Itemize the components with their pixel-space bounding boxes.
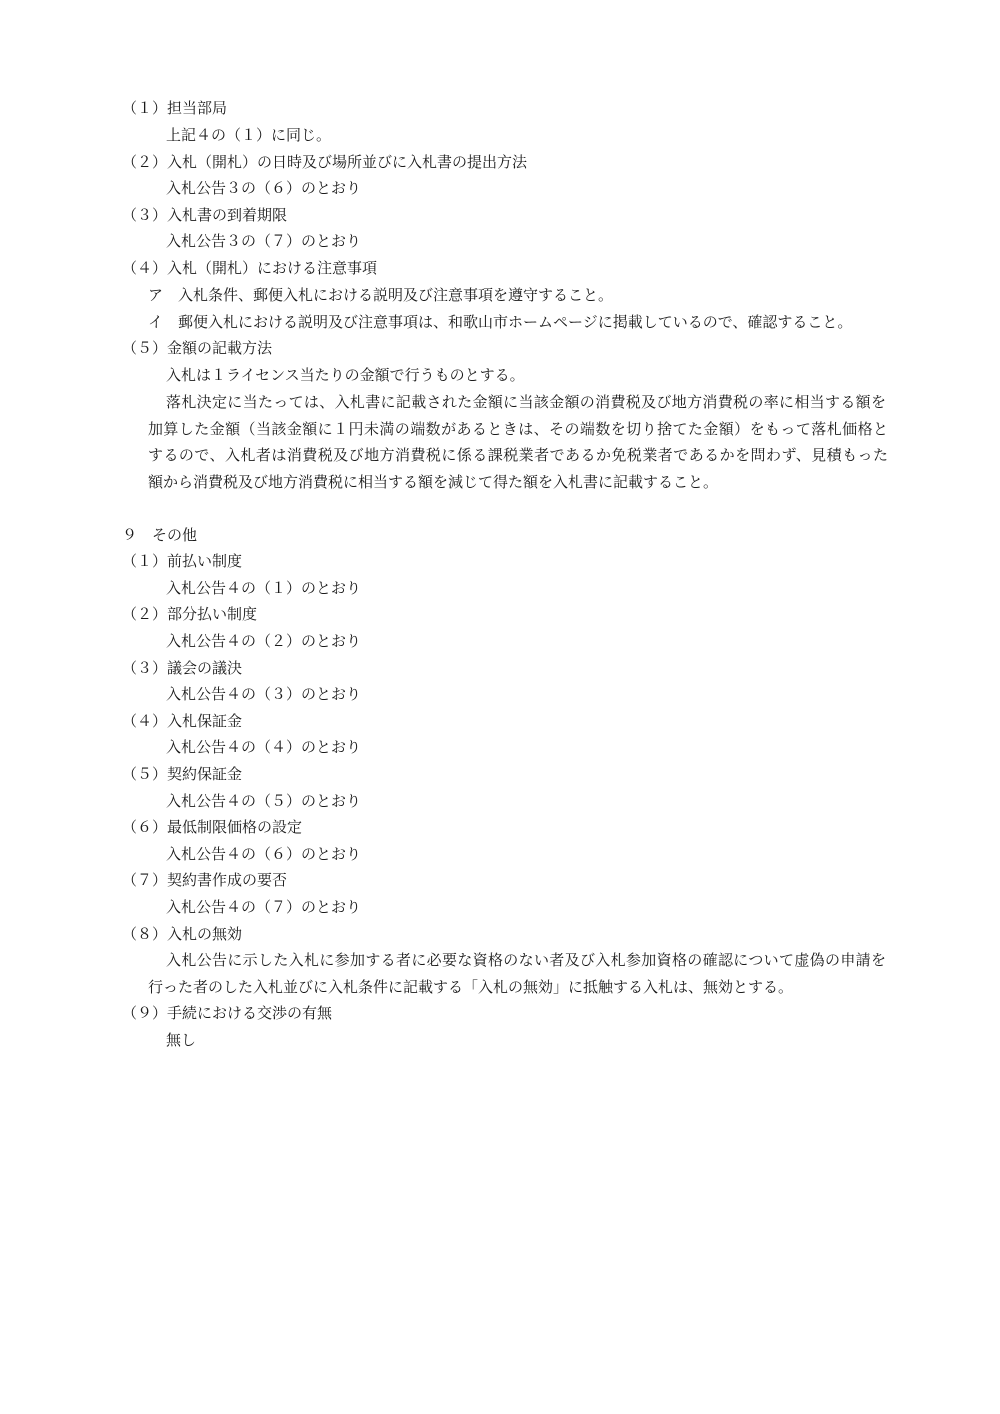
item-heading: （７）契約書作成の要否 [122,871,288,889]
item-body: 上記４の（１）に同じ。 [166,126,332,144]
item-body: 入札公告３の（７）のとおり [166,232,362,250]
paragraph-line: 加算した金額（当該金額に１円未満の端数があるときは、その端数を切り捨てた金額）をもって落札価格と [148,420,888,438]
item-heading: （９）手続における交渉の有無 [122,1004,333,1022]
item-body: 入札公告４の（５）のとおり [166,792,362,810]
item-heading: （４）入札（開札）における注意事項 [122,259,378,277]
item-body: 入札公告４の（７）のとおり [166,898,362,916]
sub-item: ア 入札条件、郵便入札における説明及び注意事項を遵守すること。 [148,286,614,304]
section-heading: ９ その他 [122,526,198,544]
item-heading: （２）部分払い制度 [122,605,258,623]
sub-item: イ 郵便入札における説明及び注意事項は、和歌山市ホームページに掲載しているので、確認すること。 [148,313,853,331]
paragraph-line: 行った者のした入札並びに入札条件に記載する「入札の無効」に抵触する入札は、無効とする。 [148,978,794,996]
item-heading: （２）入札（開札）の日時及び場所並びに入札書の提出方法 [122,153,528,171]
item-heading: （５）金額の記載方法 [122,339,273,357]
item-body: 入札は１ライセンス当たりの金額で行うものとする。 [166,366,525,384]
paragraph-line: 落札決定に当たっては、入札書に記載された金額に当該金額の消費税及び地方消費税の率に相当する額を [166,393,886,411]
paragraph-line: 額から消費税及び地方消費税に相当する額を減じて得た額を入札書に記載すること。 [148,473,719,491]
paragraph-line: するので、入札者は消費税及び地方消費税に係る課税業者であるか免税業者であるかを問わず、見積もった [148,446,888,464]
item-body: 入札公告４の（４）のとおり [166,738,362,756]
item-body: 入札公告４の（２）のとおり [166,632,362,650]
item-heading: （５）契約保証金 [122,765,243,783]
item-heading: （３）議会の議決 [122,659,243,677]
item-heading: （８）入札の無効 [122,925,243,943]
item-body: 入札公告３の（６）のとおり [166,179,362,197]
item-body: 入札公告４の（６）のとおり [166,845,362,863]
item-heading: （１）担当部局 [122,99,228,117]
item-heading: （３）入札書の到着期限 [122,206,288,224]
item-body: 入札公告４の（１）のとおり [166,579,362,597]
item-body: 無し [166,1031,197,1049]
paragraph-line: 入札公告に示した入札に参加する者に必要な資格のない者及び入札参加資格の確認について虚偽の申請を [166,951,886,969]
item-body: 入札公告４の（３）のとおり [166,685,362,703]
item-heading: （１）前払い制度 [122,552,243,570]
item-heading: （４）入札保証金 [122,712,243,730]
item-heading: （６）最低制限価格の設定 [122,818,303,836]
